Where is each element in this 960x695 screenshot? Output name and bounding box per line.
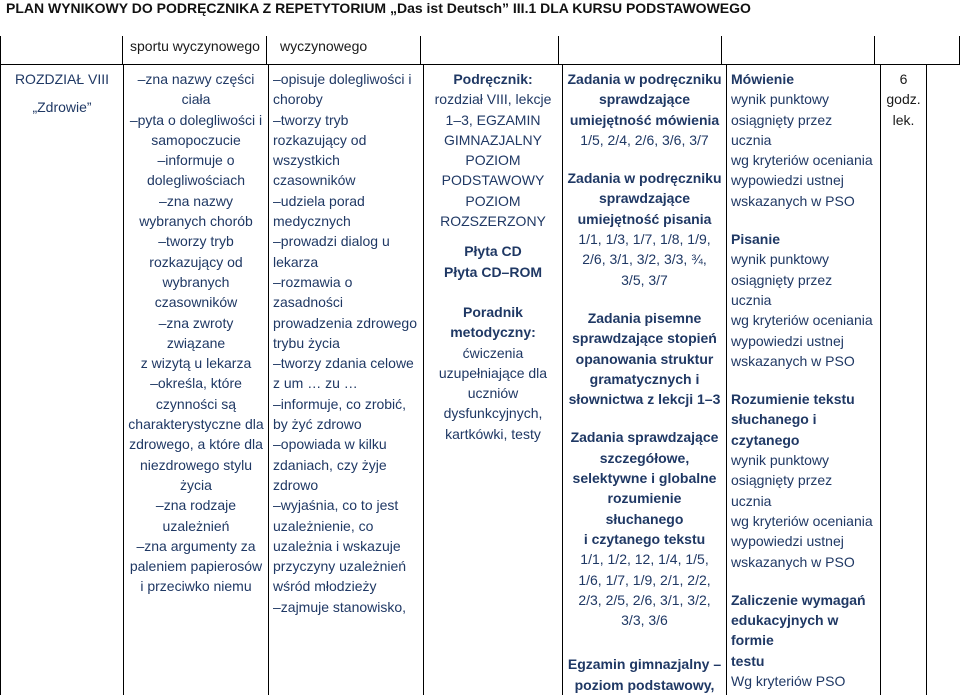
skill-line: z um … zu … [273,375,358,392]
skill-line: –zajmuje stanowisko, [273,598,407,615]
skill-line: zdaniach, czy żyje [273,456,387,473]
task-heading: słownictwa z lekcji 1–3 [568,391,721,408]
knowledge-line: i przeciwko niemu [140,578,252,595]
assessment-line: wynik punktowy [731,91,830,108]
previous-table-row [0,24,960,65]
skill-line: choroby [273,91,323,108]
assessment-line: wypowiedzi ustnej [731,172,844,189]
skill-line: trybu życia [273,334,340,351]
hours-line: lek. [892,111,915,128]
assessment-line: wskazanych w PSO [731,192,855,209]
knowledge-line: dolegliwościach [146,172,246,189]
task-values: 3/3, 3/6 [621,612,668,629]
task-heading: sprawdzające [598,91,691,108]
assessment-cell [727,64,881,695]
knowledge-line: wybranych chorób [139,213,253,230]
task-values: 1/5, 2/4, 2/6, 3/6, 3/7 [580,131,709,148]
knowledge-line: rozkazujący od [149,253,243,270]
knowledge-line: ciała [181,91,211,108]
task-values: 1/1, 1/2, 12, 1/4, 1/5, [580,551,709,568]
hours-line: godz. [886,91,921,108]
task-heading: sprawdzające stopień [572,330,717,347]
skill-line: uzależnia i wskazuje [273,537,401,554]
knowledge-line: –zna nazwy [159,192,233,209]
task-values: 3/5, 3/7 [621,271,668,288]
assessment-line: wskazanych w PSO [731,352,855,369]
knowledge-line: uzależnień [162,517,230,534]
task-heading: umiejętność mówienia [569,111,720,128]
knowledge-line: –zna nazwy części [137,71,255,87]
knowledge-line: zdrowego, a które dla [129,436,263,453]
task-heading: poziom podstawowy, [574,676,715,693]
previous-row-cell-knowledge: sportu wyczynowego [130,38,260,54]
knowledge-line: charakterystyczne dla [128,416,264,433]
task-heading: Zadania sprawdzające [570,429,719,446]
assessment-line: osiągnięty przez ucznia [731,271,833,308]
skill-line: by żyć zdrowo [273,416,362,433]
skill-line: zdrowo [273,476,319,493]
assessment-heading: Zaliczenie wymagań [731,591,866,608]
task-heading: opanowania struktur [575,350,714,367]
skill-line: –tworzy tryb [273,111,349,128]
plan-table [0,64,927,695]
task-heading: i czytanego tekstu [583,530,706,547]
skill-line: –rozmawia o [273,273,353,290]
skill-line: czasowników [273,172,356,189]
knowledge-line: życia [180,476,212,493]
knowledge-line: czynności są [155,395,237,412]
hours-cell [881,64,927,695]
assessment-line: wskazanych w PSO [731,553,855,570]
skill-line: wśród młodzieży [273,578,377,595]
knowledge-line: paleniem papierosów [129,558,263,575]
assessment-line: wynik punktowy [731,452,830,469]
assessment-line: wg kryteriów oceniania [731,312,873,329]
assessment-heading: Mówienie [731,71,795,87]
task-heading: Zadania pisemne [587,309,702,326]
knowledge-line: wybranych [162,273,230,290]
materials-poradnik-line: ćwiczenia [462,344,524,361]
materials-heading: Podręcznik: [453,71,533,87]
previous-row-cell-skills: wyczynowego [280,38,368,54]
materials-poradnik-line: kartkówki, testy [445,425,541,442]
skill-line: –tworzy zdania celowe [273,355,414,372]
skill-line: zasadności [273,294,344,311]
materials-poradnik-heading: metodyczny: [450,324,536,341]
skill-line: –wyjaśnia, co to jest [273,497,399,514]
materials-poradnik-line: uczniów [467,385,519,402]
knowledge-line: –tworzy tryb [158,233,234,250]
assessment-line: wg kryteriów oceniania [731,512,873,529]
assessment-heading: Pisanie [731,231,781,248]
knowledge-line: –informuje o [157,152,235,169]
task-values: 1/1, 1/3, 1/7, 1/8, 1/9, [578,231,711,248]
materials-cd: Płyta CD [464,243,522,260]
assessment-line: osiągnięty przez ucznia [731,472,833,509]
chapter-name: „Zdrowie” [32,99,92,116]
assessment-line: wg kryteriów oceniania [731,152,873,169]
assessment-heading: Rozumienie tekstu [731,391,855,408]
assessment-line: wypowiedzi ustnej [731,332,844,349]
assessment-heading: edukacyjnych w formie [731,612,839,649]
task-heading: Egzamin gimnazjalny – [567,656,722,673]
skill-line: –opisuje dolegliwości i [273,71,412,87]
materials-line: PODSTAWOWY [441,172,545,189]
materials-poradnik-line: uzupełniające dla [438,364,548,381]
knowledge-line: z wizytą u lekarza [140,355,252,372]
skill-line: –opowiada w kilku [273,436,387,453]
materials-poradnik-line: dysfunkcyjnych, [443,405,543,422]
knowledge-line: czasowników [154,294,238,311]
knowledge-line: niezdrowego stylu [139,456,253,473]
skill-line: uzależnienie, co [273,517,374,534]
knowledge-line: –określa, które [150,375,242,392]
knowledge-line: –zna argumenty za [136,537,256,554]
task-values: 2/6, 3/1, 3/2, 3/3, ¾, [582,251,707,268]
task-heading: Zadania w podręczniku [567,71,722,87]
assessment-line: wynik punktowy [731,251,830,268]
knowledge-line: samopoczucie [151,131,241,148]
task-heading: Zadania w podręczniku [567,170,722,187]
assessment-line: osiągnięty przez ucznia [731,111,833,148]
skill-line: przyczyny uzależnień [273,558,407,575]
task-values: 1/6, 1/7, 1/9, 2/1, 2/2, [578,571,711,588]
skill-line: medycznych [273,213,351,230]
task-values: 2/3, 2/5, 2/6, 3/1, 3/2, [578,591,711,608]
task-heading: szczegółowe, [599,449,690,466]
materials-line: 1–3, EGZAMIN [445,111,541,128]
materials-line: POZIOM [465,152,521,169]
assessment-line: Wg kryteriów PSO [731,673,846,690]
task-heading: selektywne i globalne [572,470,717,487]
task-heading: rozumienie słuchanego [605,490,684,527]
materials-line: GIMNAZJALNY [443,131,542,148]
skill-line: lekarza [273,253,319,270]
skill-line: –prowadzi dialog u [273,233,390,250]
knowledge-line: –zna zwroty związane [158,314,234,351]
skill-line: –udziela porad [273,192,365,209]
tasks-cell [563,64,727,695]
skill-line: –informuje, co zrobić, [273,395,407,412]
task-heading: umiejętność pisania [577,210,712,227]
task-heading: sprawdzające [598,190,691,207]
materials-poradnik-heading: Poradnik [463,303,523,320]
materials-cell [424,64,563,695]
chapter-cell [1,64,124,695]
skill-line: wszystkich [273,152,340,169]
hours-line: 6 [899,71,908,87]
materials-line: POZIOM [465,192,521,209]
skill-line: rozkazujący od [273,131,367,148]
knowledge-cell [124,64,269,695]
assessment-line: wypowiedzi ustnej [731,533,844,550]
assessment-heading: testu [731,652,765,669]
assessment-heading: słuchanego i czytanego [731,411,817,448]
page-title: PLAN WYNIKOWY DO PODRĘCZNIKA Z REPETYTORIUM „Das ist Deutsch” III.1 DLA KURSU PODSTAWOWEGO [6,0,751,16]
task-heading: gramatycznych i [589,370,700,387]
knowledge-line: –zna rodzaje [155,497,237,514]
materials-line: ROZSZERZONY [440,213,546,230]
knowledge-line: –pyta o dolegliwości i [129,111,263,128]
skills-cell [269,64,424,695]
skill-line: prowadzenia zdrowego [273,314,417,331]
materials-line: rozdział VIII, lekcje [434,91,552,108]
materials-cd: Płyta CD–ROM [443,263,543,280]
table-row [1,64,927,695]
chapter-number: ROZDZIAŁ VIII [14,71,110,87]
